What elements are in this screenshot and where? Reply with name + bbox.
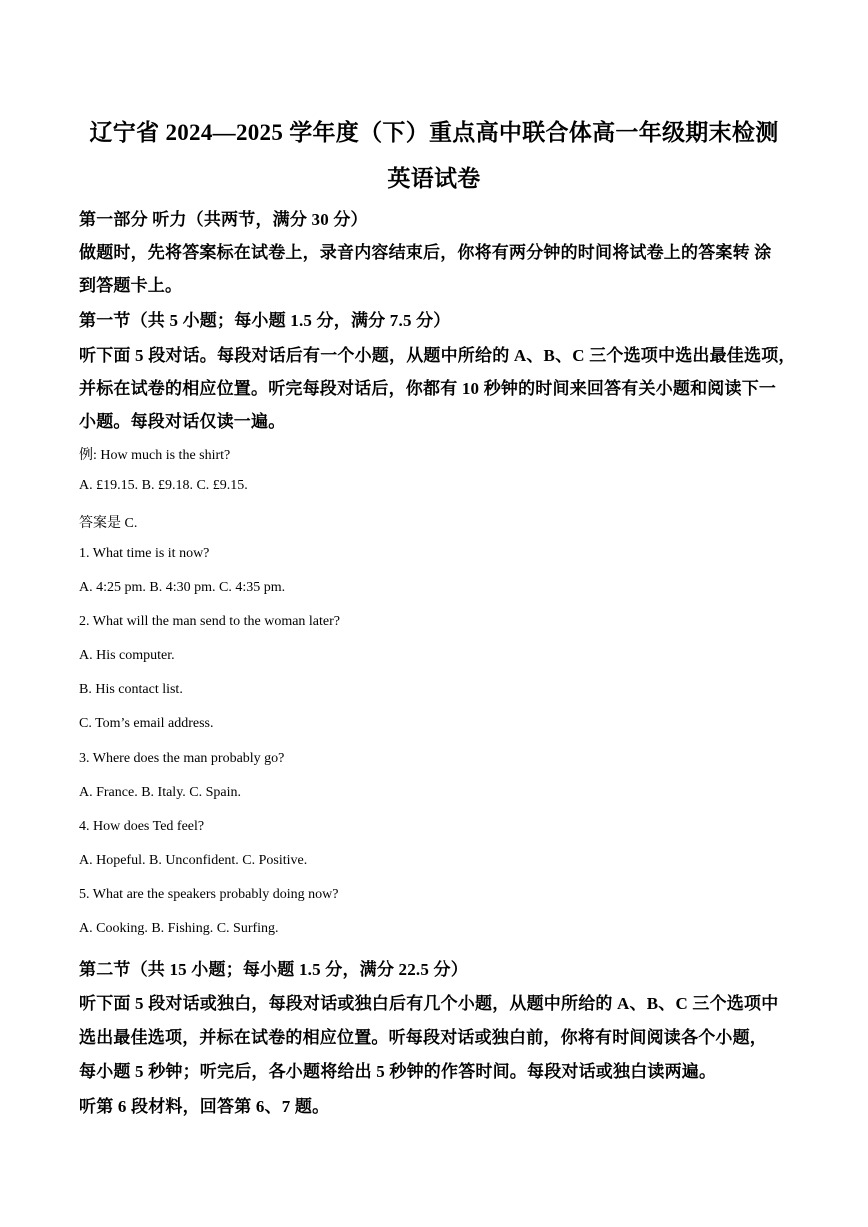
example-question: 例: How much is the shirt? xyxy=(79,448,231,463)
question-5: 5. What are the speakers probably doing now? xyxy=(79,887,339,902)
question-5-options: A. Cooking. B. Fishing. C. Surfing. xyxy=(79,921,279,936)
question-1: 1. What time is it now? xyxy=(79,546,210,561)
section2-heading: 第二节（共 15 小题；每小题 1.5 分，满分 22.5 分） xyxy=(79,960,468,979)
part1-heading: 第一部分 听力（共两节，满分 30 分） xyxy=(79,210,368,229)
example-answer: 答案是 C. xyxy=(79,516,138,531)
section1-instruction: 小题。每段对话仅读一遍。 xyxy=(79,412,286,431)
section1-heading: 第一节（共 5 小题；每小题 1.5 分，满分 7.5 分） xyxy=(79,311,451,330)
exam-subtitle: 英语试卷 xyxy=(387,166,481,191)
part1-instruction: 到答题卡上。 xyxy=(79,276,183,295)
section2-instruction: 听下面 5 段对话或独白，每段对话或独白后有几个小题，从题中所给的 A、B、C 三个选项中 xyxy=(79,994,779,1013)
question-3: 3. Where does the man probably go? xyxy=(79,751,285,766)
question-2: 2. What will the man send to the woman later? xyxy=(79,614,341,629)
part1-instruction: 做题时，先将答案标在试卷上，录音内容结束后，你将有两分钟的时间将试卷上的答案转 涂 xyxy=(79,243,772,262)
question-4-options: A. Hopeful. B. Unconfident. C. Positive. xyxy=(79,853,308,868)
section2-instruction: 每小题 5 秒钟；听完后，各小题将给出 5 秒钟的作答时间。每段对话或独白读两遍。 xyxy=(79,1062,717,1081)
question-2-option-b: B. His contact list. xyxy=(79,682,183,697)
question-2-option-a: A. His computer. xyxy=(79,648,175,663)
question-2-option-c: C. Tom’s email address. xyxy=(79,716,214,731)
exam-title: 辽宁省 2024—2025 学年度（下）重点高中联合体高一年级期末检测 xyxy=(89,120,779,145)
section1-instruction: 听下面 5 段对话。每段对话后有一个小题，从题中所给的 A、B、C 三个选项中选出最佳选项， xyxy=(79,346,796,365)
section2-instruction: 选出最佳选项，并标在试卷的相应位置。听每段对话或独白前，你将有时间阅读各个小题， xyxy=(79,1028,767,1047)
question-1-options: A. 4:25 pm. B. 4:30 pm. C. 4:35 pm. xyxy=(79,580,286,595)
section1-instruction: 并标在试卷的相应位置。听完每段对话后，你都有 10 秒钟的时间来回答有关小题和阅读下一 xyxy=(79,379,777,398)
question-4: 4. How does Ted feel? xyxy=(79,819,205,834)
material-6-heading: 听第 6 段材料，回答第 6、7 题。 xyxy=(79,1097,330,1116)
question-3-options: A. France. B. Italy. C. Spain. xyxy=(79,785,242,800)
example-options: A. £19.15. B. £9.18. C. £9.15. xyxy=(79,478,248,493)
